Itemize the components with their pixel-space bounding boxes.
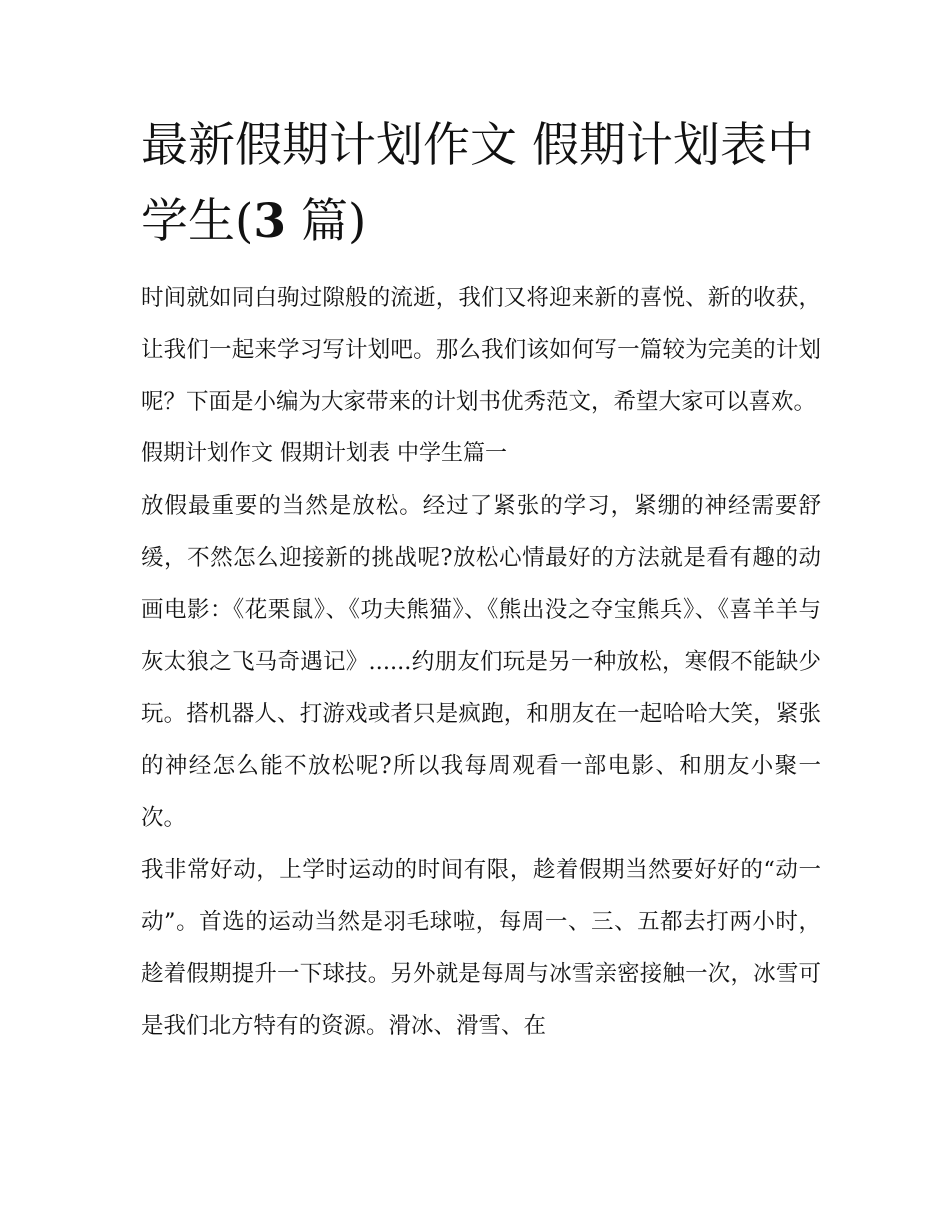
body-paragraph-2: 我非常好动，上学时运动的时间有限，趁着假期当然要好好的“动一动”。首选的运动当然是羽毛球啦，每周一、三、五都去打两小时，趁着假期提升一下球技。另外就是每周与冰雪亲密接触一次，冰雪可是我们北方特有的资源。滑冰、滑雪、在 bbox=[141, 857, 821, 1039]
title-text-part2: 篇) bbox=[286, 194, 367, 249]
title-text-part1: 最新假期计划作文 假期计划表中学生( bbox=[141, 118, 814, 249]
body-paragraph-1: 放假最重要的当然是放松。经过了紧张的学习，紧绷的神经需要舒缓，不然怎么迎接新的挑战呢?放松心情最好的方法就是看有趣的动画电影：《花栗鼠》、《功夫熊猫》、《熊出没之夺宝熊兵》、《喜羊羊与灰太狼之飞马奇遇记》......约朋友们玩是另一种放松，寒假不能缺少玩。搭机器人、打游戏或者只是疯跑，和朋友在一起哈哈大笑，紧张的神经怎么能不放松呢?所以我每周观看一部电影、和朋友小聚一次。 bbox=[141, 493, 821, 831]
document-page bbox=[141, 108, 821, 1052]
intro-paragraph: 时间就如同白驹过隙般的流逝，我们又将迎来新的喜悦、新的收获，让我们一起来学习写计划吧。那么我们该如何写一篇较为完美的计划呢？下面是小编为大家带来的计划书优秀范文，希望大家可以喜欢。 bbox=[141, 285, 821, 415]
document-title bbox=[141, 108, 821, 260]
title-number: 3 bbox=[253, 194, 287, 249]
section-heading: 假期计划作文 假期计划表 中学生篇一 bbox=[141, 441, 507, 466]
